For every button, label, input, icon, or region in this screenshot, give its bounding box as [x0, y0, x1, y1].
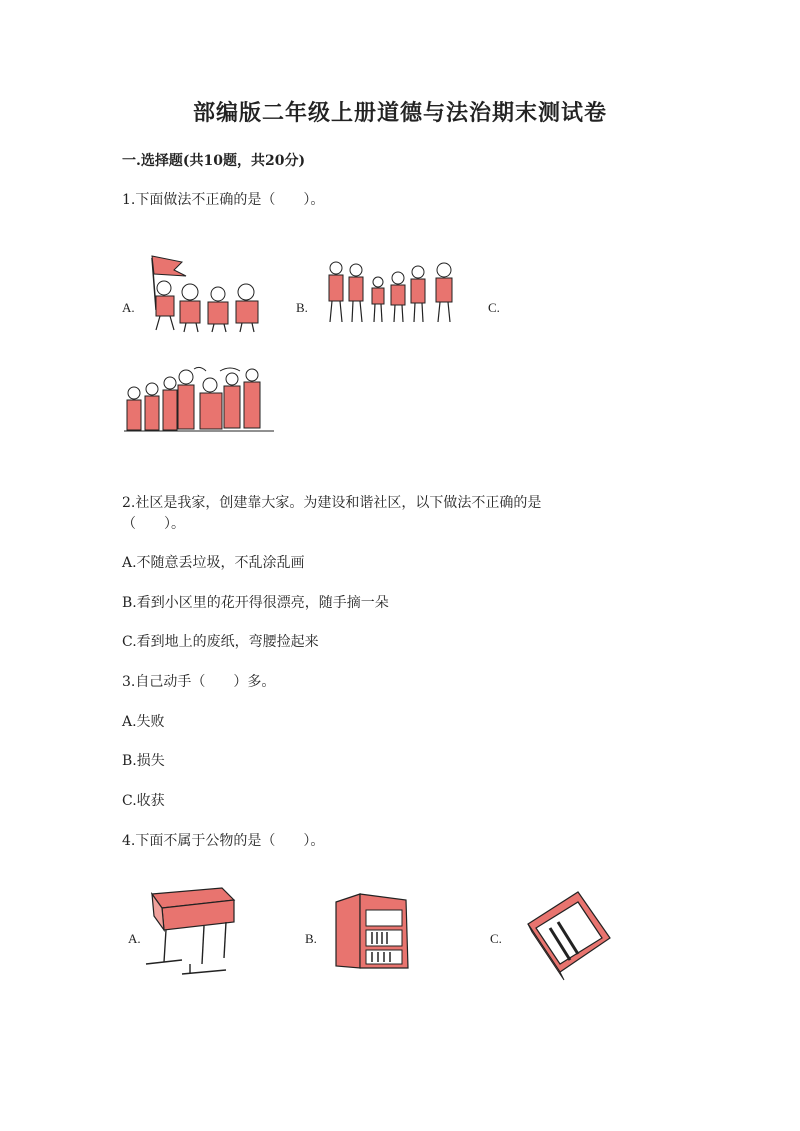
question-2-stem-line1: 2.社区是我家，创建靠大家。为建设和谐社区，以下做法不正确的是 [122, 495, 542, 511]
q3-option-a: A.失败 [122, 714, 165, 730]
children-marching-flag-image [142, 250, 272, 334]
bookshelf-image [330, 892, 414, 972]
pencil-case-image [520, 888, 616, 984]
q2-option-b: B.看到小区里的花开得很漂亮，随手摘一朵 [122, 595, 389, 611]
question-2-stem-line2: （ ）。 [122, 516, 185, 532]
q3-option-b: B.损失 [122, 753, 165, 769]
q4-option-b-label: B. [305, 931, 317, 946]
q1-option-a-label: A. [122, 300, 135, 315]
children-queue-image [322, 258, 462, 328]
q2-option-c: C.看到地上的废纸，弯腰捡起来 [122, 634, 319, 650]
q3-option-c: C.收获 [122, 793, 165, 809]
question-1-stem: 1.下面做法不正确的是（ ）。 [122, 192, 325, 208]
school-desk-image [142, 886, 242, 982]
q1-option-b-label: B. [296, 300, 308, 315]
page-title: 部编版二年级上册道德与法治期末测试卷 [192, 100, 607, 126]
question-3-stem: 3.自己动手（ ）多。 [122, 674, 276, 690]
q4-option-a-label: A. [128, 931, 141, 946]
q4-option-c-label: C. [490, 931, 502, 946]
q1-option-c-label: C. [488, 300, 500, 315]
section-heading: 一.选择题(共10题，共20分) [122, 153, 306, 169]
crowd-pushing-image [124, 365, 274, 443]
question-4-stem: 4.下面不属于公物的是（ ）。 [122, 833, 325, 849]
q2-option-a: A.不随意丢垃圾，不乱涂乱画 [122, 555, 305, 571]
